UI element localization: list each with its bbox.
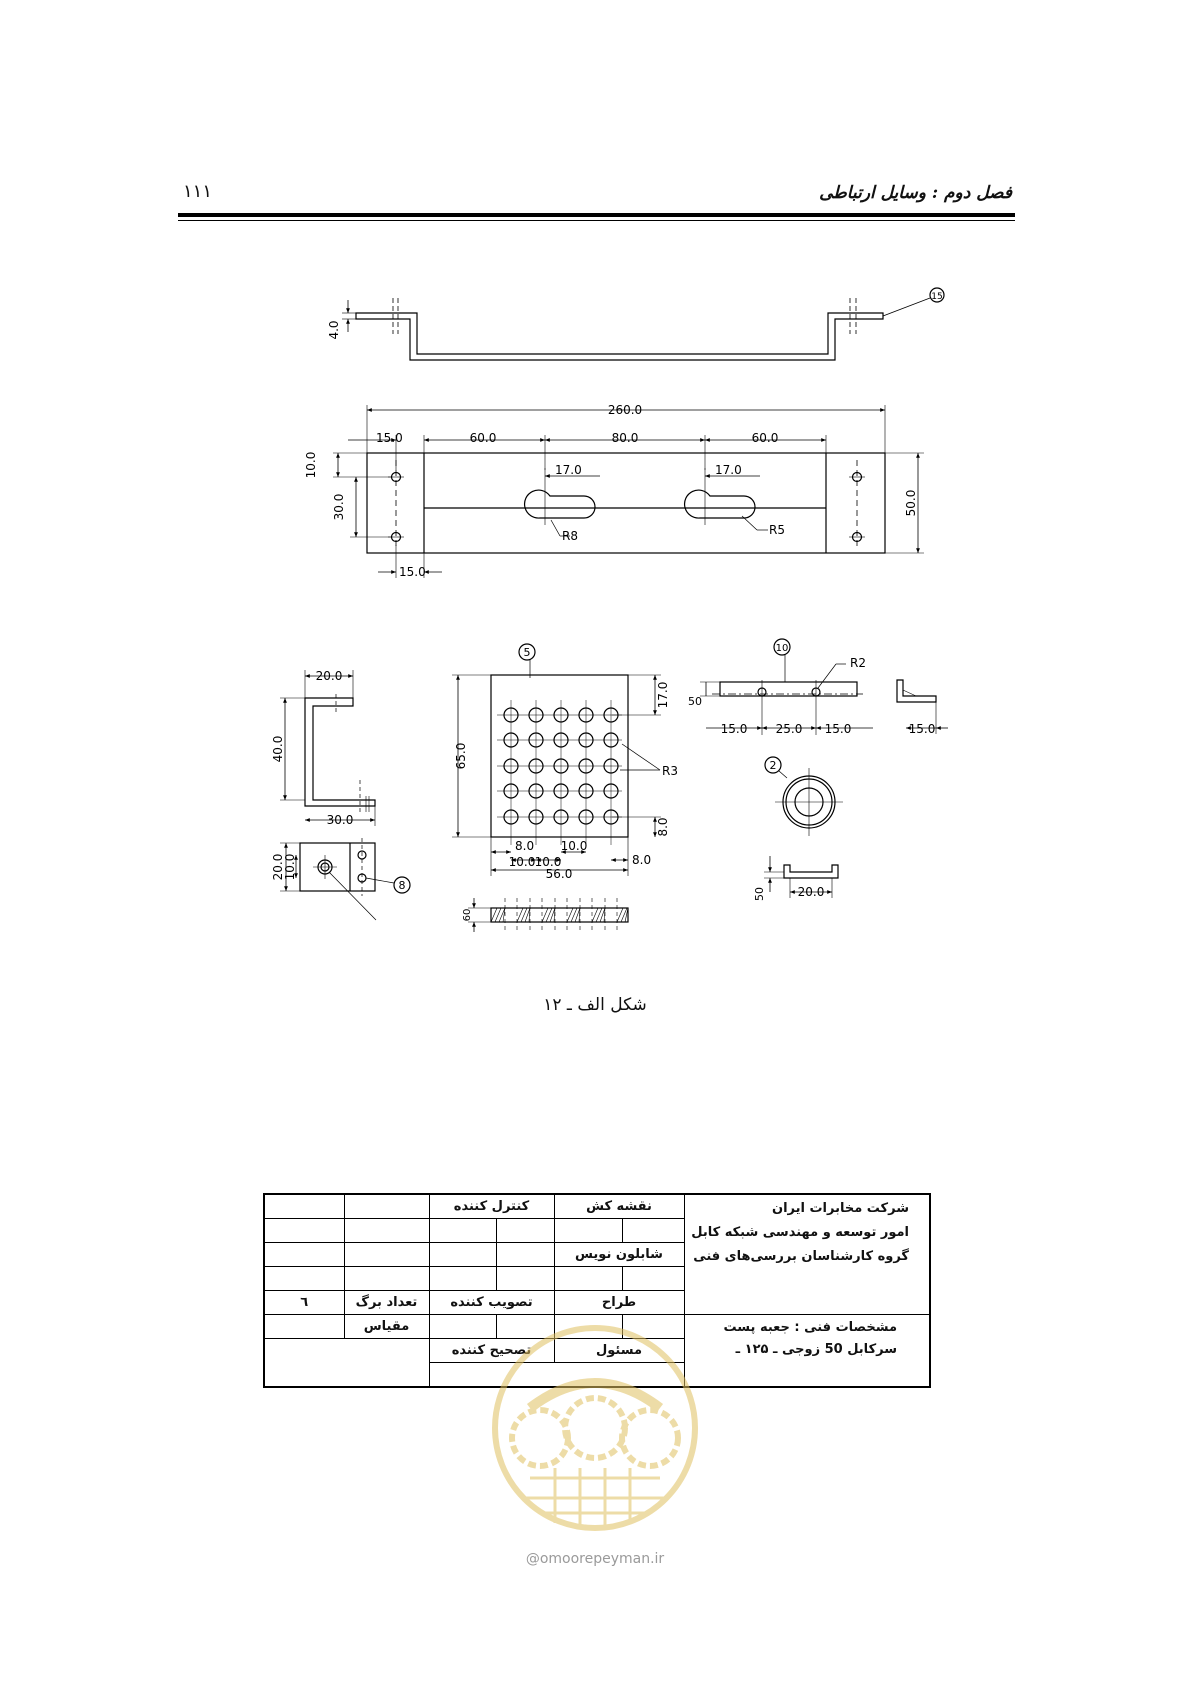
organization-info <box>684 1194 930 1315</box>
dim-60-right: 60.0 <box>751 431 779 445</box>
responsible-label: مسئول <box>554 1339 684 1363</box>
dim-17-left: 17.0 <box>555 463 582 477</box>
dim-r2: R2 <box>850 656 866 670</box>
dim-10-plate: 10.0 <box>283 853 297 881</box>
balloon-10-label: 10 <box>775 643 789 654</box>
dim-17-right: 17.0 <box>715 463 742 477</box>
balloon-15-label: 15 <box>931 292 943 302</box>
corrector-label: تصحیح کننده <box>429 1339 554 1363</box>
approver-label: تصویب کننده <box>429 1291 554 1315</box>
dim-15-bottom: 15.0 <box>399 565 426 579</box>
z-bracket-view <box>280 670 375 826</box>
dim-56: 56.0 <box>545 867 573 881</box>
page-number: ۱۱۱ <box>183 181 213 202</box>
chapter-title: فصل دوم : وسایل ارتباطی <box>819 183 1012 203</box>
dim-10-grid-a: 10.0 <box>508 855 536 869</box>
stencil-label: شابلون نویس <box>554 1243 684 1267</box>
dim-65: 65.0 <box>454 742 468 770</box>
dim-10-plan: 10.0 <box>304 451 318 479</box>
spec-info <box>684 1315 930 1388</box>
dim-60-left: 60.0 <box>469 431 497 445</box>
watermark-logo <box>470 1318 720 1548</box>
spec-line-1: مشخصات فنی : جعبه پست <box>723 1320 897 1335</box>
small-plate-view <box>280 838 410 920</box>
dim-8-grid-h: 8.0 <box>515 839 535 853</box>
dim-15-angle: 15.0 <box>908 722 936 736</box>
designer-label: طراح <box>554 1291 684 1315</box>
right-bar-view <box>700 639 948 735</box>
dim-r8: R8 <box>562 529 578 543</box>
balloon-2-label: 2 <box>769 759 777 772</box>
balloon-labels <box>399 292 943 892</box>
perforated-plate-view <box>452 644 661 876</box>
figure-caption: شکل الف ـ ۱۲ <box>543 995 647 1015</box>
bracket-side-view <box>342 288 944 360</box>
drafter-label: نقشه کش <box>554 1194 684 1219</box>
dim-30-plan: 30.0 <box>332 493 346 521</box>
dim-4: 4.0 <box>327 320 341 340</box>
dim-60-section: 60 <box>462 908 473 922</box>
dim-8-grid-right: 8.0 <box>632 853 652 867</box>
dim-260: 260.0 <box>607 403 643 417</box>
dim-15-bar-right: 15.0 <box>824 722 852 736</box>
dim-25-bar: 25.0 <box>775 722 803 736</box>
spec-line-2: سرکابل 50 زوجی ـ ۱۲۵ ـ <box>735 1342 897 1357</box>
dim-15-top: 15.0 <box>376 431 403 445</box>
watermark-site: @omoorepeyman.ir <box>525 1551 665 1567</box>
dim-50-channel: 50 <box>753 887 766 901</box>
dim-17-grid: 17.0 <box>656 681 670 709</box>
hole-grid <box>497 700 622 845</box>
washer-view <box>765 757 843 836</box>
dim-10-grid-c: 10.0 <box>560 839 588 853</box>
sheet-count-value: ٦ <box>264 1291 344 1315</box>
dim-50-plan: 50.0 <box>904 489 918 517</box>
dim-10-grid-b: 10.0 <box>534 855 562 869</box>
dim-80: 80.0 <box>611 431 639 445</box>
section-hatch <box>491 898 628 932</box>
dim-15-bar-left: 15.0 <box>720 722 748 736</box>
dimension-labels <box>271 320 935 921</box>
dim-20-channel: 20.0 <box>797 885 825 899</box>
dim-30-z: 30.0 <box>326 813 354 827</box>
dim-r5: R5 <box>769 523 785 537</box>
dim-20-plate: 20.0 <box>271 853 285 881</box>
checker-label: کنترل کننده <box>429 1194 554 1219</box>
scale-label: مقیاس <box>344 1315 429 1339</box>
balloon-5-label: 5 <box>523 646 531 659</box>
company-name: شرکت مخابرات ایران <box>771 1201 909 1216</box>
dim-20-z: 20.0 <box>315 669 343 683</box>
group-name: گروه کارشناسان بررسی‌های فنی <box>693 1249 909 1264</box>
balloon-8-label: 8 <box>398 879 406 892</box>
dim-8-grid-v: 8.0 <box>656 817 670 837</box>
dim-50-bar: 50 <box>688 695 702 708</box>
plate-section-view <box>468 898 628 932</box>
sheet-count-label: تعداد برگ <box>344 1291 429 1315</box>
department-name: امور توسعه و مهندسی شبکه کابل <box>691 1225 909 1240</box>
dim-40-z: 40.0 <box>271 735 285 763</box>
dim-r3: R3 <box>662 764 678 778</box>
